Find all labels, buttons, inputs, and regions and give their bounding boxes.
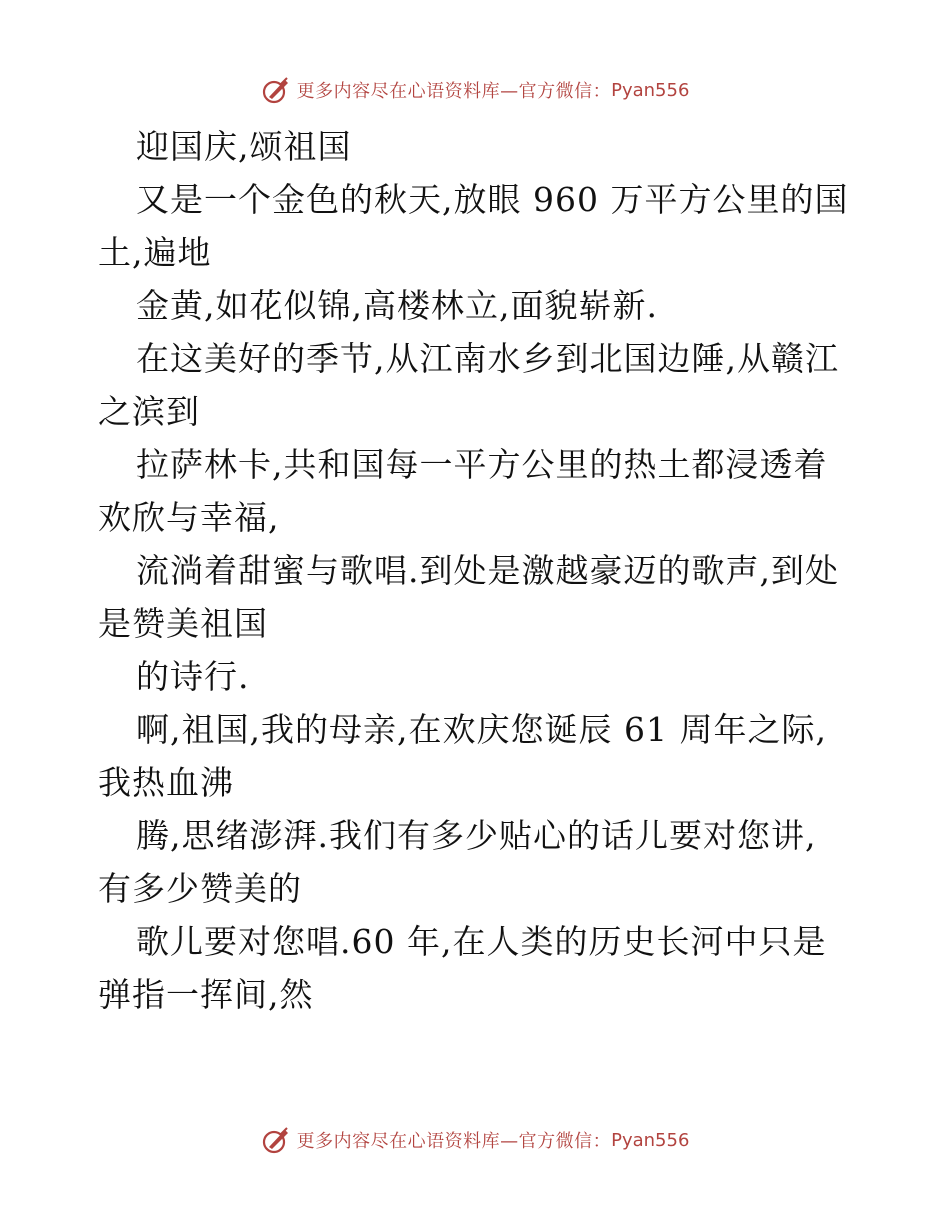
text-line: 的诗行. [136, 657, 250, 696]
header-wechat-id: Pyan556 [611, 79, 690, 101]
quill-pen-logo-icon [261, 1125, 291, 1155]
text-line: 是赞美祖国 [98, 604, 268, 643]
text-line: 啊,祖国,我的母亲,在欢庆您诞辰 61 周年之际, [136, 710, 827, 749]
footer-banner-text: 更多内容尽在心语资料库—官方微信： [296, 1131, 612, 1152]
quill-pen-logo-icon [261, 75, 291, 105]
text-line: 腾,思绪澎湃.我们有多少贴心的话儿要对您讲, [136, 816, 817, 855]
text-line: 土,遍地 [98, 233, 212, 272]
footer-wechat-id: Pyan556 [611, 1129, 690, 1151]
text-line: 有多少赞美的 [98, 869, 302, 908]
text-line: 之滨到 [98, 392, 200, 431]
document-body [98, 120, 858, 1021]
text-line: 金黄,如花似锦,高楼林立,面貌崭新. [136, 286, 658, 325]
text-line: 流淌着甜蜜与歌唱.到处是激越豪迈的歌声,到处 [136, 551, 839, 590]
text-line: 又是一个金色的秋天,放眼 960 万平方公里的国 [136, 180, 849, 219]
header-banner [0, 70, 950, 110]
text-line: 拉萨林卡,共和国每一平方公里的热土都浸透着 [136, 445, 828, 484]
document-title: 迎国庆,颂祖国 [136, 127, 352, 166]
footer-banner [0, 1120, 950, 1160]
text-line: 歌儿要对您唱.60 年,在人类的历史长河中只是 [136, 922, 827, 961]
text-line: 我热血沸 [98, 763, 234, 802]
text-line: 欢欣与幸福, [98, 498, 280, 537]
text-line: 弹指一挥间,然 [98, 975, 314, 1014]
text-line: 在这美好的季节,从江南水乡到北国边陲,从赣江 [136, 339, 839, 378]
header-banner-text: 更多内容尽在心语资料库—官方微信： [296, 81, 612, 102]
